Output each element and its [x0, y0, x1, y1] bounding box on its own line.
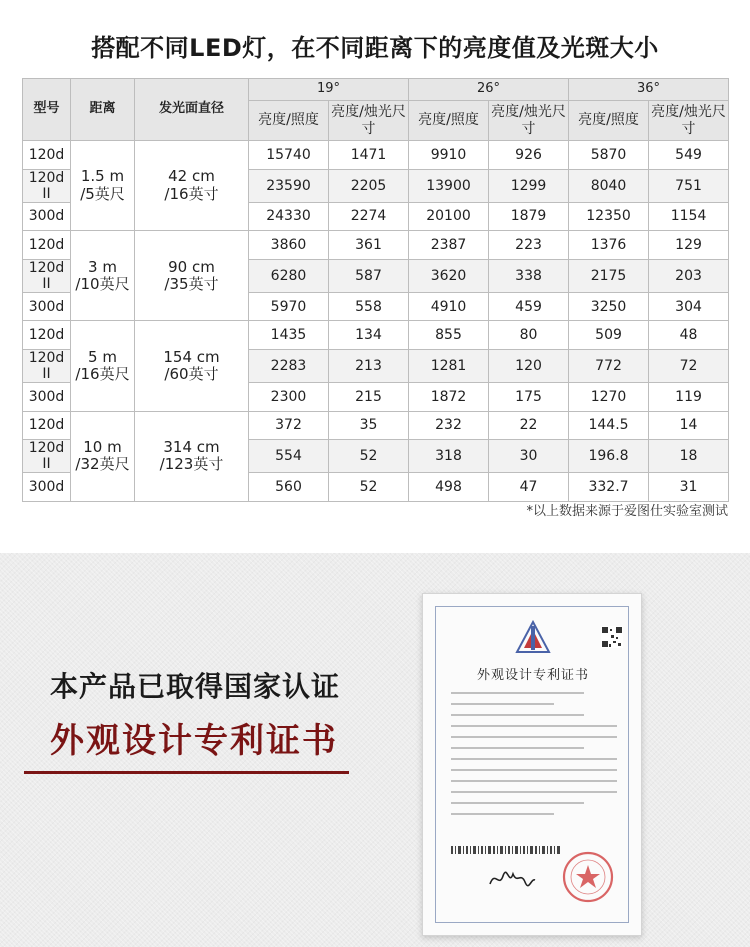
lux-spot-value-cell: 22 [489, 411, 569, 440]
lux-value-cell: 560 [249, 473, 329, 502]
lux-value-cell: 232 [409, 411, 489, 440]
lux-spot-value-cell: 14 [649, 411, 729, 440]
lux-spot-value-cell: 926 [489, 141, 569, 170]
lux-value-cell: 2175 [569, 259, 649, 292]
lux-value-cell: 196.8 [569, 440, 649, 473]
lux-value-cell: 509 [569, 321, 649, 350]
header-angle-26: 26° [409, 79, 569, 101]
header-diameter: 发光面直径 [135, 79, 249, 141]
lux-spot-value-cell: 52 [329, 440, 409, 473]
distance-cell: 3 m /10英尺 [71, 231, 135, 321]
lux-value-cell: 318 [409, 440, 489, 473]
lux-spot-value-cell: 1154 [649, 202, 729, 231]
model-cell: 300d [23, 292, 71, 321]
lux-spot-value-cell: 2274 [329, 202, 409, 231]
lux-value-cell: 15740 [249, 141, 329, 170]
model-cell: 120d [23, 231, 71, 260]
lux-spot-value-cell: 35 [329, 411, 409, 440]
lux-value-cell: 372 [249, 411, 329, 440]
model-cell: 120d [23, 141, 71, 170]
lux-value-cell: 855 [409, 321, 489, 350]
lux-spot-value-cell: 1299 [489, 169, 569, 202]
lux-spot-value-cell: 213 [329, 349, 409, 382]
table-row [23, 141, 729, 170]
lux-value-cell: 4910 [409, 292, 489, 321]
lux-value-cell: 2300 [249, 383, 329, 412]
lux-spot-value-cell: 587 [329, 259, 409, 292]
lux-spot-value-cell: 129 [649, 231, 729, 260]
model-cell: 120d [23, 321, 71, 350]
header-lux: 亮度/照度 [569, 101, 649, 141]
lux-spot-value-cell: 1471 [329, 141, 409, 170]
lux-spot-value-cell: 751 [649, 169, 729, 202]
lux-value-cell: 1281 [409, 349, 489, 382]
header-angle-36: 36° [569, 79, 729, 101]
table-row [23, 231, 729, 260]
lux-value-cell: 2283 [249, 349, 329, 382]
lux-value-cell: 24330 [249, 202, 329, 231]
model-cell: 120d [23, 411, 71, 440]
lux-spot-value-cell: 558 [329, 292, 409, 321]
lux-spot-value-cell: 80 [489, 321, 569, 350]
distance-cell: 10 m /32英尺 [71, 411, 135, 501]
distance-cell: 1.5 m /5英尺 [71, 141, 135, 231]
lux-value-cell: 6280 [249, 259, 329, 292]
brightness-table [22, 78, 729, 502]
diameter-cell: 42 cm /16英寸 [135, 141, 249, 231]
lux-value-cell: 1270 [569, 383, 649, 412]
diameter-cell: 314 cm /123英寸 [135, 411, 249, 501]
header-distance: 距离 [71, 79, 135, 141]
model-cell: 120d II [23, 169, 71, 202]
lux-spot-value-cell: 30 [489, 440, 569, 473]
lux-value-cell: 12350 [569, 202, 649, 231]
distance-cell: 5 m /16英尺 [71, 321, 135, 411]
model-cell: 120d II [23, 259, 71, 292]
lux-value-cell: 20100 [409, 202, 489, 231]
table-body [23, 141, 729, 502]
lux-value-cell: 144.5 [569, 411, 649, 440]
qr-code-icon [601, 626, 623, 648]
certification-heading: 本产品已取得国家认证 [50, 670, 341, 703]
header-angle-19: 19° [249, 79, 409, 101]
certificate-title: 外观设计专利证书 [476, 668, 589, 683]
lux-spot-value-cell: 72 [649, 349, 729, 382]
heading-divider [24, 771, 349, 774]
lux-value-cell: 1435 [249, 321, 329, 350]
lux-spot-value-cell: 338 [489, 259, 569, 292]
lux-spot-value-cell: 47 [489, 473, 569, 502]
diameter-cell: 154 cm /60英寸 [135, 321, 249, 411]
lux-spot-value-cell: 549 [649, 141, 729, 170]
lux-spot-value-cell: 223 [489, 231, 569, 260]
lux-spot-value-cell: 215 [329, 383, 409, 412]
header-lux: 亮度/照度 [409, 101, 489, 141]
patent-heading: 外观设计专利证书 [50, 721, 338, 761]
lux-value-cell: 498 [409, 473, 489, 502]
lux-value-cell: 1376 [569, 231, 649, 260]
lux-spot-value-cell: 203 [649, 259, 729, 292]
lux-value-cell: 5870 [569, 141, 649, 170]
model-cell: 120d II [23, 349, 71, 382]
model-cell: 120d II [23, 440, 71, 473]
lux-value-cell: 23590 [249, 169, 329, 202]
barcode-icon [451, 846, 561, 854]
table-row [23, 321, 729, 350]
lux-value-cell: 3620 [409, 259, 489, 292]
lux-value-cell: 5970 [249, 292, 329, 321]
signature-icon [487, 866, 537, 892]
lux-value-cell: 554 [249, 440, 329, 473]
header-lux-spot: 亮度/烛光尺寸 [489, 101, 569, 141]
lux-spot-value-cell: 2205 [329, 169, 409, 202]
header-lux-spot: 亮度/烛光尺寸 [649, 101, 729, 141]
data-source-footnote: *以上数据来源于爱图仕实验室测试 [526, 504, 728, 519]
model-cell: 300d [23, 473, 71, 502]
diameter-cell: 90 cm /35英寸 [135, 231, 249, 321]
header-lux-spot: 亮度/烛光尺寸 [329, 101, 409, 141]
header-lux: 亮度/照度 [249, 101, 329, 141]
lux-spot-value-cell: 52 [329, 473, 409, 502]
official-seal-icon [561, 850, 615, 904]
lux-value-cell: 8040 [569, 169, 649, 202]
patent-office-emblem-icon [515, 620, 551, 654]
model-cell: 300d [23, 202, 71, 231]
lux-value-cell: 3860 [249, 231, 329, 260]
lux-spot-value-cell: 119 [649, 383, 729, 412]
lux-value-cell: 2387 [409, 231, 489, 260]
lux-spot-value-cell: 31 [649, 473, 729, 502]
lux-spot-value-cell: 459 [489, 292, 569, 321]
lux-spot-value-cell: 120 [489, 349, 569, 382]
lux-value-cell: 9910 [409, 141, 489, 170]
lux-spot-value-cell: 1879 [489, 202, 569, 231]
lux-spot-value-cell: 304 [649, 292, 729, 321]
lux-value-cell: 1872 [409, 383, 489, 412]
certification-section [0, 553, 750, 947]
header-model: 型号 [23, 79, 71, 141]
page-title: 搭配不同LED灯，在不同距离下的亮度值及光斑大小 [91, 34, 659, 62]
lux-value-cell: 3250 [569, 292, 649, 321]
lux-spot-value-cell: 48 [649, 321, 729, 350]
lux-value-cell: 332.7 [569, 473, 649, 502]
lux-spot-value-cell: 134 [329, 321, 409, 350]
lux-spot-value-cell: 361 [329, 231, 409, 260]
lux-spot-value-cell: 18 [649, 440, 729, 473]
lux-spot-value-cell: 175 [489, 383, 569, 412]
table-row [23, 411, 729, 440]
lux-value-cell: 13900 [409, 169, 489, 202]
certificate-body-text [451, 692, 617, 824]
patent-certificate-image [422, 593, 642, 936]
lux-value-cell: 772 [569, 349, 649, 382]
model-cell: 300d [23, 383, 71, 412]
